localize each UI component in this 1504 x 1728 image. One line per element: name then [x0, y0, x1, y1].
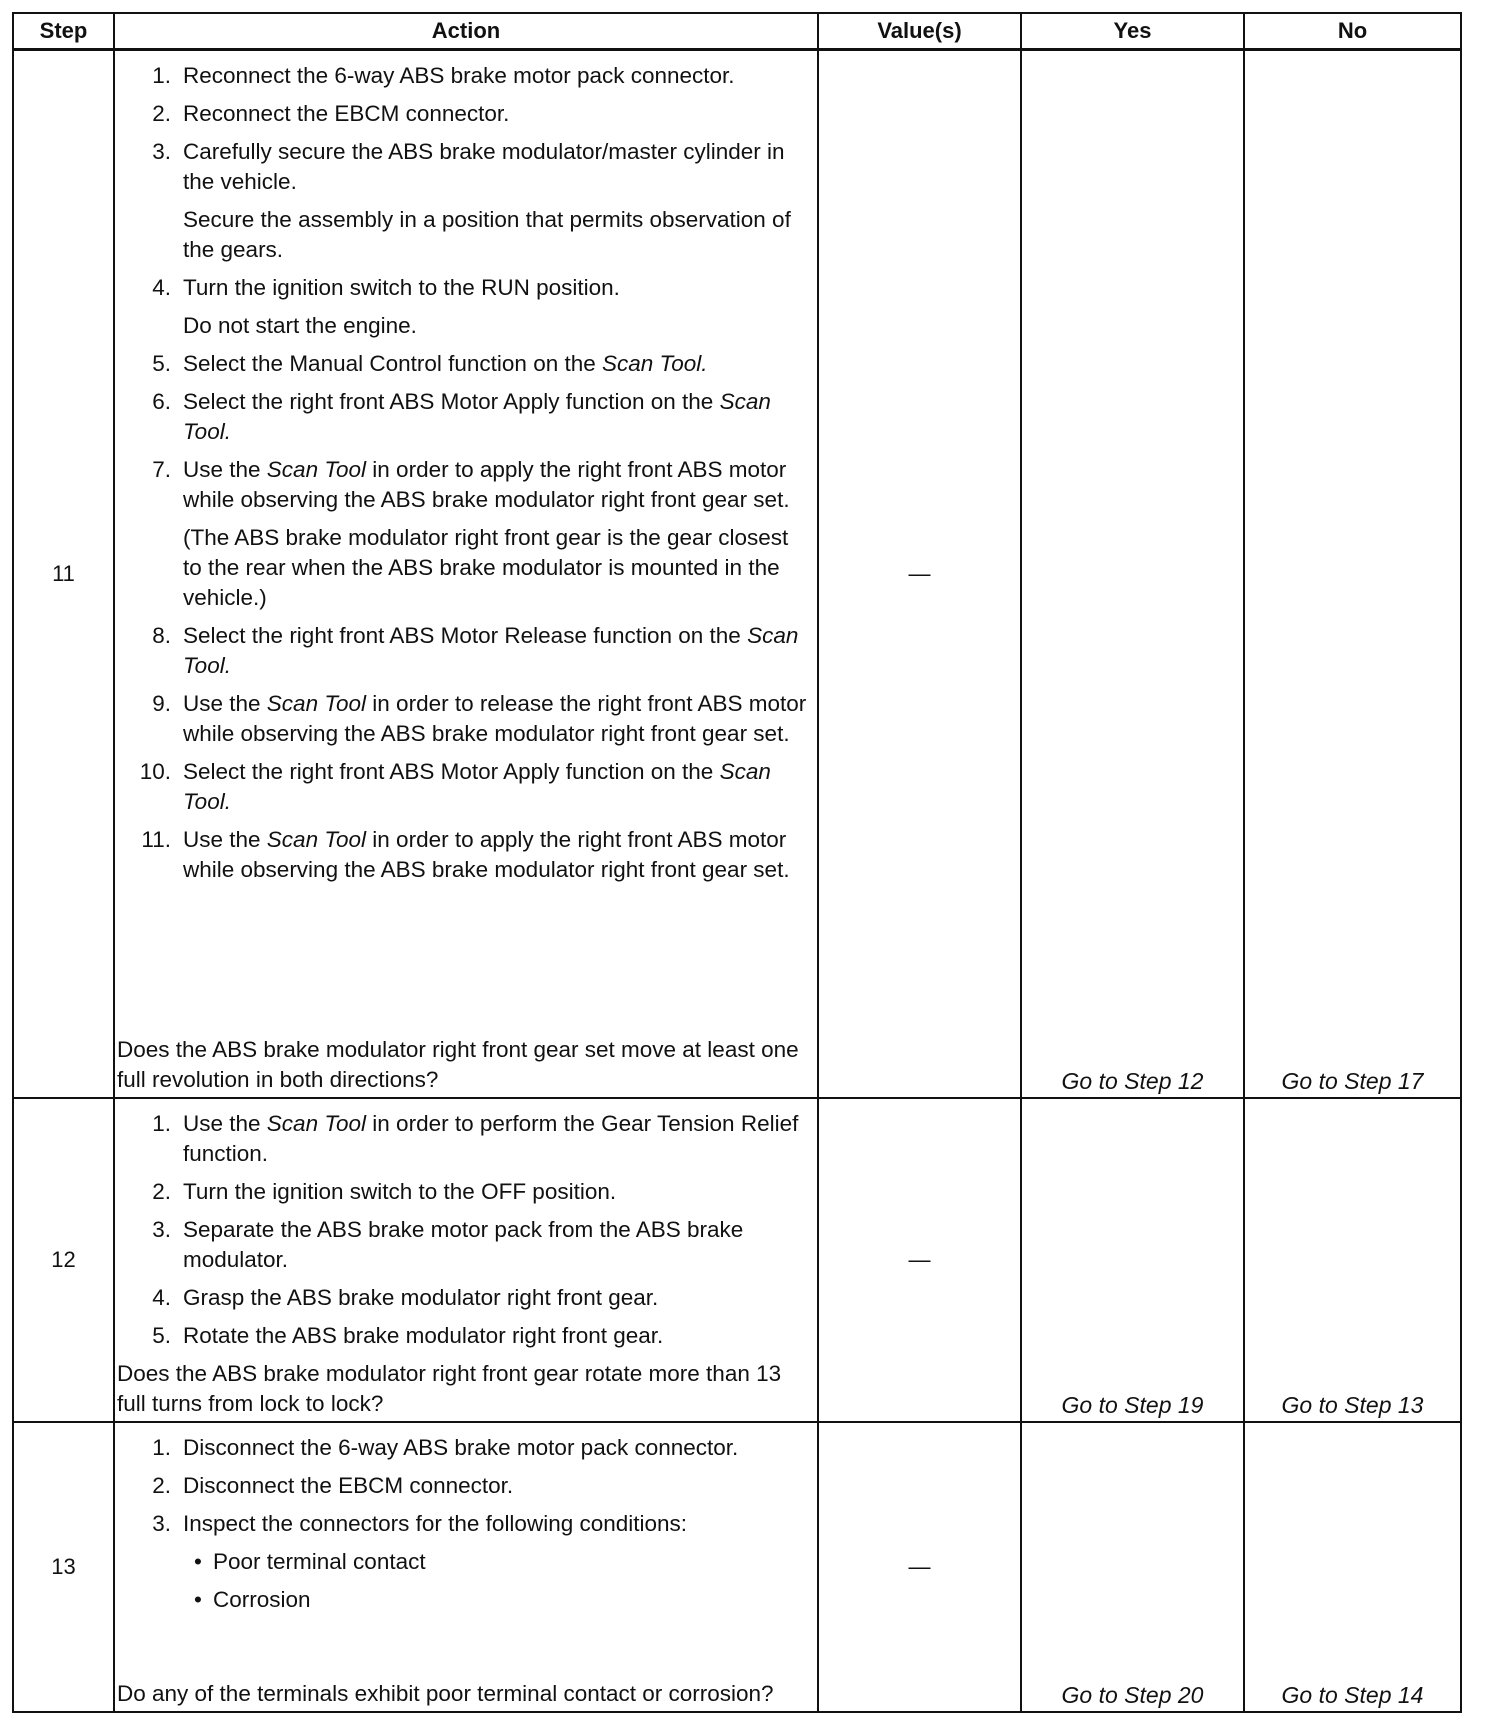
header-step: Step [13, 13, 114, 50]
yes-cell [1021, 50, 1244, 1099]
scan-tool-ref: Scan Tool. [183, 759, 771, 814]
step-note: Do not start the engine. [183, 313, 417, 338]
step-text [183, 825, 809, 885]
step-text [183, 387, 809, 447]
step-text: Separate the ABS brake motor pack from the ABS brake modulator. [183, 1217, 744, 1272]
step-index: 2. [152, 101, 171, 126]
action-cell [114, 50, 818, 1099]
action-step [115, 1109, 809, 1169]
header-row [13, 13, 1461, 50]
step-text-part: Select the right front ABS Motor Apply function on the [183, 759, 720, 784]
no-cell [1244, 1098, 1461, 1422]
step-text-part: Select the right front ABS Motor Apply function on the [183, 389, 720, 414]
table-row [13, 1422, 1461, 1712]
step-index: 1. [152, 1111, 171, 1136]
header-values: Value(s) [818, 13, 1021, 50]
step-text: Turn the ignition switch to the RUN position. [183, 275, 620, 300]
step-question: Does the ABS brake modulator right front gear set move at least one full revolution in both directions? [117, 1037, 799, 1092]
action-step [115, 349, 809, 379]
step-text: Reconnect the EBCM connector. [183, 101, 510, 126]
no-cell [1244, 1422, 1461, 1712]
step-text: Rotate the ABS brake modulator right front gear. [183, 1323, 664, 1348]
bullet-item [115, 1585, 809, 1615]
action-step [115, 1283, 809, 1313]
action-step [115, 689, 809, 749]
no-goto-link[interactable]: Go to Step 13 [1281, 1392, 1424, 1418]
scan-tool-ref: Scan Tool [266, 691, 367, 716]
step-index: 4. [152, 1285, 171, 1310]
yes-goto-link[interactable]: Go to Step 12 [1061, 1068, 1204, 1094]
header-action: Action [114, 13, 818, 50]
step-index: 3. [152, 139, 171, 164]
action-step [115, 1321, 809, 1351]
step-text: Disconnect the EBCM connector. [183, 1473, 514, 1498]
step-text-part: Use the [183, 691, 267, 716]
action-steps [115, 1099, 817, 1351]
step-note: (The ABS brake modulator right front gear is the gear closest to the rear when the ABS brake modulator is mounted in the vehicle.) [183, 525, 789, 610]
step-text-part: in order to apply the right front ABS motor while observing the ABS brake modulator right front gear set. [183, 457, 790, 512]
step-question: Do any of the terminals exhibit poor terminal contact or corrosion? [117, 1681, 774, 1706]
value-cell: — [818, 1422, 1021, 1712]
action-step [115, 99, 809, 129]
step-text-part: in order to apply the right front ABS motor while observing the ABS brake modulator right front gear set. [183, 827, 790, 882]
step-index: 8. [152, 623, 171, 648]
bullet-icon: • [194, 1587, 202, 1612]
scan-tool-ref: Scan Tool [266, 1111, 367, 1136]
action-step [115, 61, 809, 91]
step-index: 5. [152, 1323, 171, 1348]
bullet-item [115, 1547, 809, 1577]
step-index: 2. [152, 1179, 171, 1204]
scan-tool-ref: Scan Tool. [183, 389, 771, 444]
bullet-text: Poor terminal contact [213, 1549, 426, 1574]
action-step [115, 273, 809, 303]
action-step [115, 455, 809, 515]
value-cell: — [818, 50, 1021, 1099]
step-text: Disconnect the 6-way ABS brake motor pack connector. [183, 1435, 739, 1460]
step-text-part: in order to release the right front ABS motor while observing the ABS brake modulator right front gear set. [183, 691, 807, 746]
action-cell [114, 1422, 818, 1712]
step-index: 2. [152, 1473, 171, 1498]
step-text-part: Use the [183, 827, 267, 852]
diagnostic-table [12, 12, 1462, 1713]
yes-goto-link[interactable]: Go to Step 20 [1061, 1682, 1204, 1708]
action-steps [115, 1423, 817, 1615]
action-step [115, 1433, 809, 1463]
scan-tool-ref: Scan Tool. [183, 623, 799, 678]
step-text [183, 757, 809, 817]
step-index: 9. [152, 691, 171, 716]
step-text: Carefully secure the ABS brake modulator/master cylinder in the vehicle. [183, 139, 785, 194]
step-text-part: Select the right front ABS Motor Release function on the [183, 623, 748, 648]
yes-goto-link[interactable]: Go to Step 19 [1061, 1392, 1204, 1418]
header-yes: Yes [1021, 13, 1244, 50]
step-note: Secure the assembly in a position that permits observation of the gears. [183, 207, 791, 262]
scan-tool-ref: Scan Tool [266, 827, 367, 852]
step-text [183, 621, 809, 681]
step-index: 6. [152, 389, 171, 414]
action-step [115, 137, 809, 197]
yes-cell [1021, 1098, 1244, 1422]
action-cell [114, 1098, 818, 1422]
step-text: Inspect the connectors for the following conditions: [183, 1511, 688, 1536]
step-text [183, 349, 809, 379]
step-index: 5. [152, 351, 171, 376]
action-step [115, 757, 809, 817]
step-text-part: Use the [183, 457, 267, 482]
table-row [13, 1098, 1461, 1422]
step-text-part: Select the Manual Control function on the [183, 351, 603, 376]
value-cell: — [818, 1098, 1021, 1422]
table-row [13, 50, 1461, 1099]
step-number: 12 [13, 1098, 114, 1422]
action-step [115, 621, 809, 681]
step-text [183, 1109, 809, 1169]
yes-cell [1021, 1422, 1244, 1712]
no-goto-link[interactable]: Go to Step 14 [1281, 1682, 1424, 1708]
step-text-part: in order to perform the Gear Tension Relief function. [183, 1111, 799, 1166]
action-step [115, 1177, 809, 1207]
step-index: 10. [139, 759, 171, 784]
action-step [115, 1215, 809, 1275]
no-goto-link[interactable]: Go to Step 17 [1281, 1068, 1424, 1094]
scan-tool-ref: Scan Tool. [602, 351, 708, 376]
step-text: Reconnect the 6-way ABS brake motor pack connector. [183, 63, 735, 88]
step-text: Grasp the ABS brake modulator right front gear. [183, 1285, 659, 1310]
step-text: Turn the ignition switch to the OFF position. [183, 1179, 617, 1204]
step-question: Does the ABS brake modulator right front gear rotate more than 13 full turns from lock to lock? [117, 1361, 782, 1416]
bullet-text: Corrosion [213, 1587, 311, 1612]
action-step [115, 1509, 809, 1539]
step-text-part: Use the [183, 1111, 267, 1136]
step-text [183, 455, 809, 515]
no-cell [1244, 50, 1461, 1099]
step-index: 7. [152, 457, 171, 482]
step-number: 11 [13, 50, 114, 1099]
action-steps [115, 51, 817, 885]
step-index: 11. [141, 827, 171, 852]
action-step [115, 1471, 809, 1501]
step-index: 1. [152, 1435, 171, 1460]
step-index: 1. [152, 63, 171, 88]
action-step [115, 387, 809, 447]
step-number: 13 [13, 1422, 114, 1712]
step-text [183, 689, 809, 749]
scan-tool-ref: Scan Tool [266, 457, 367, 482]
bullet-icon: • [194, 1549, 202, 1574]
step-index: 3. [152, 1511, 171, 1536]
header-no: No [1244, 13, 1461, 50]
action-step [115, 825, 809, 885]
step-index: 3. [152, 1217, 171, 1242]
step-index: 4. [152, 275, 171, 300]
